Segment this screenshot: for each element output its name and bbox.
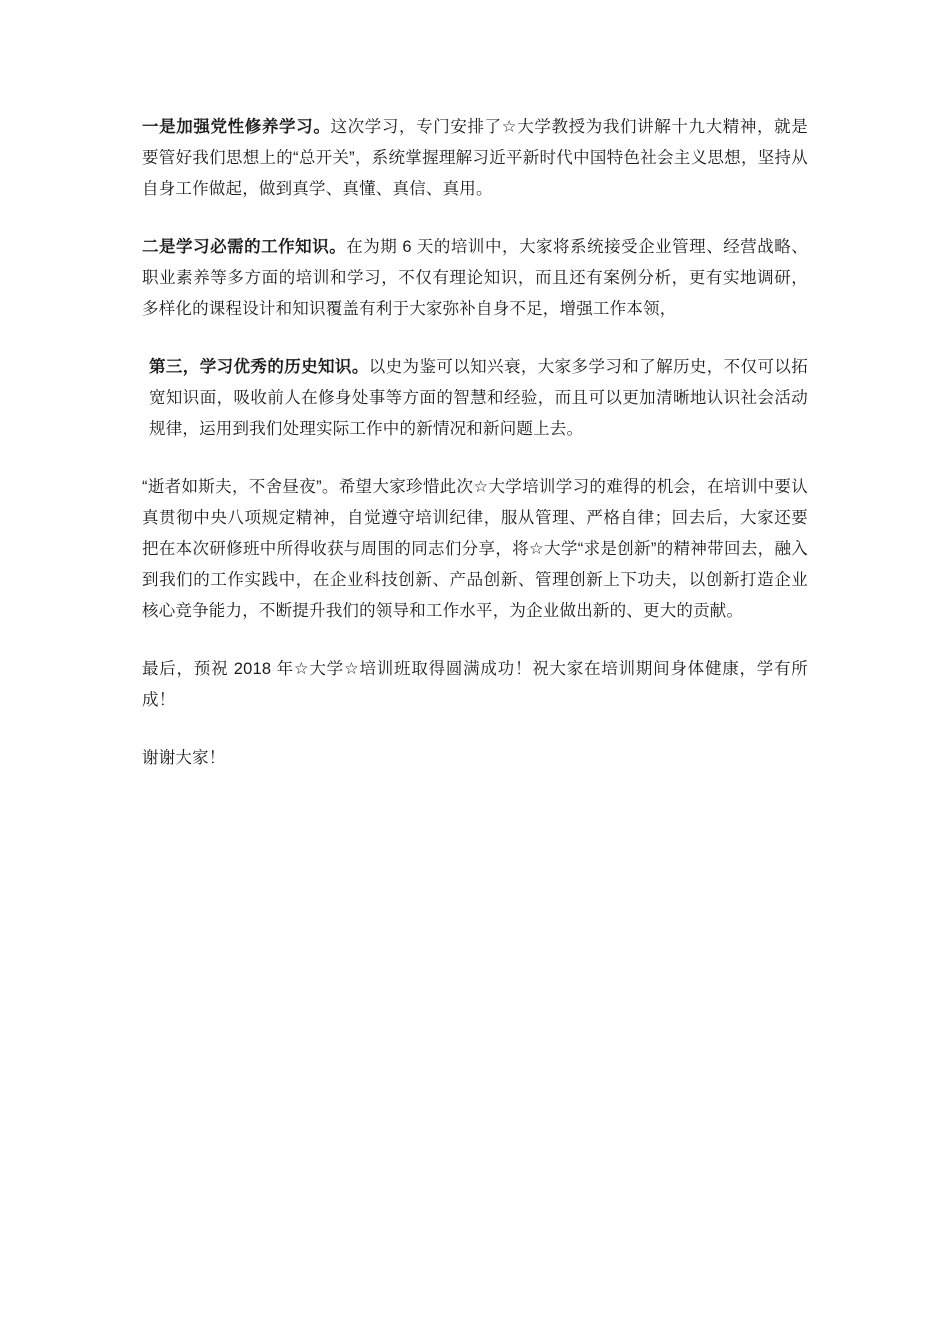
paragraph-5-text: 最后，预祝 2018 年☆大学☆培训班取得圆满成功！祝大家在培训期间身体健康，学有所成！ bbox=[142, 660, 808, 709]
paragraph-1-lead: 一是加强党性修养学习。 bbox=[142, 118, 331, 136]
document-body bbox=[142, 112, 808, 774]
paragraph-4-text: “逝者如斯夫，不舍昼夜”。希望大家珍惜此次☆大学培训学习的难得的机会，在培训中要认真贯彻中央八项规定精神，自觉遵守培训纪律，服从管理、严格自律；回去后，大家还要把在本次研修班中所得收获与周围的同志们分享，将☆大学“求是创新”的精神带回去，融入到我们的工作实践中，在企业科技创新、产品创新、管理创新上下功夫，以创新打造企业核心竞争能力，不断提升我们的领导和工作水平，为企业做出新的、更大的贡献。 bbox=[142, 478, 808, 620]
paragraph-2 bbox=[142, 232, 808, 325]
paragraph-2-text: 在为期 6 天的培训中，大家将系统接受企业管理、经营战略、职业素养等多方面的培训和学习，不仅有理论知识，而且还有案例分析，更有实地调研，多样化的课程设计和知识覆盖有利于大家弥补自身不足，增强工作本领， bbox=[142, 238, 808, 318]
paragraph-3-text: 以史为鉴可以知兴衰，大家多学习和了解历史，不仅可以拓宽知识面，吸收前人在修身处事等方面的智慧和经验，而且可以更加清晰地认识社会活动规律，运用到我们处理实际工作中的新情况和新问题上去。 bbox=[149, 358, 808, 438]
paragraph-6-text: 谢谢大家！ bbox=[142, 749, 226, 767]
paragraph-3 bbox=[142, 352, 808, 445]
paragraph-4 bbox=[142, 472, 808, 627]
paragraph-5 bbox=[142, 654, 808, 716]
paragraph-1 bbox=[142, 112, 808, 205]
paragraph-3-lead: 第三，学习优秀的历史知识。 bbox=[149, 358, 369, 376]
paragraph-6 bbox=[142, 743, 808, 774]
paragraph-1-text: 这次学习，专门安排了☆大学教授为我们讲解十九大精神，就是要管好我们思想上的“总开关”，系统掌握理解习近平新时代中国特色社会主义思想，坚持从自身工作做起，做到真学、真懂、真信、真用。 bbox=[142, 118, 808, 198]
paragraph-2-lead: 二是学习必需的工作知识。 bbox=[142, 238, 347, 256]
